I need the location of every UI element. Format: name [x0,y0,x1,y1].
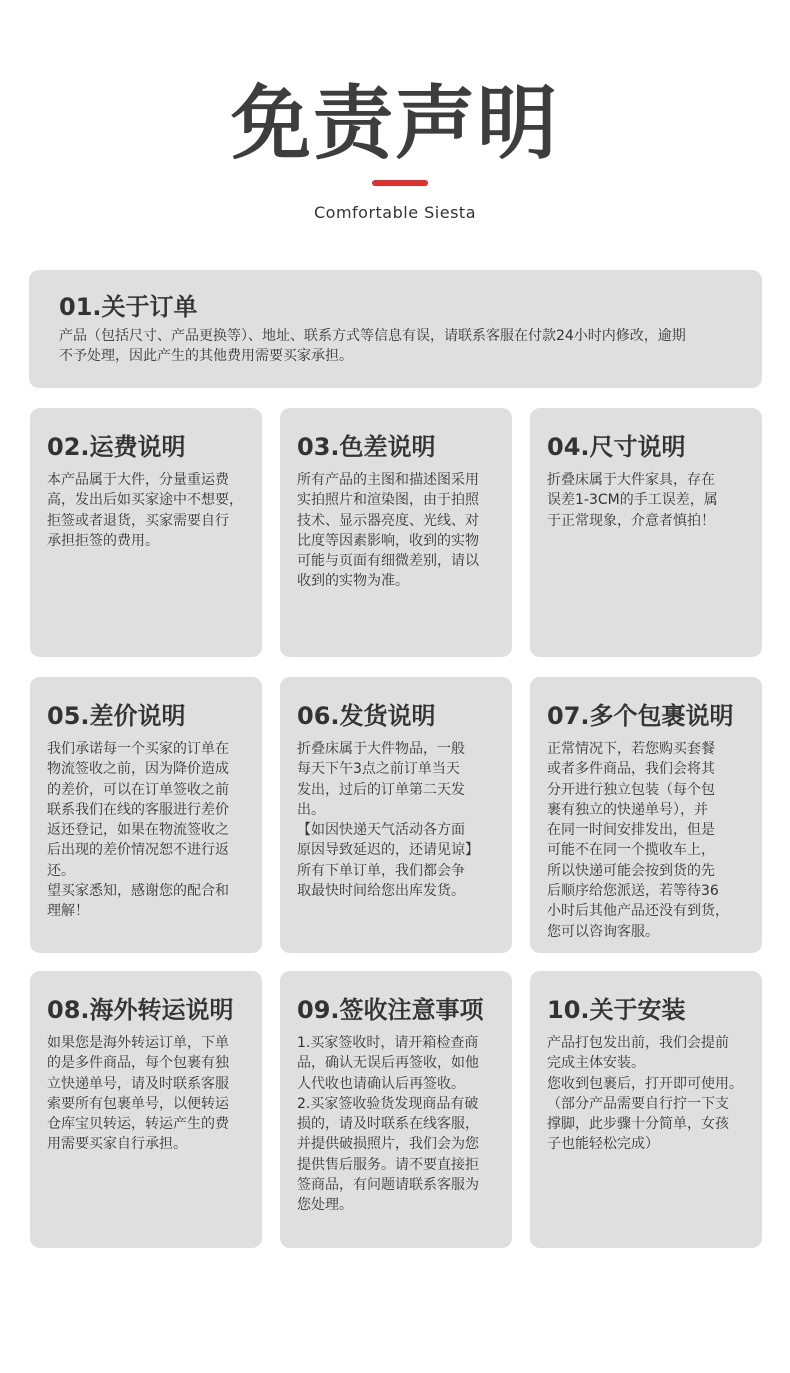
title-underline [372,180,428,186]
section-heading: 03.色差说明 [297,433,436,461]
section-card-overseas-forwarding [30,971,262,1248]
section-card-delivery [280,677,512,953]
section-body: 我们承诺每一个买家的订单在 物流签收之前，因为降价造成 的差价，可以在订单签收之前 联系我们在线的客服进行差价 返还登记，如果在物流签收之 后出现的差价情况恕不进行返 还。 望买家悉知，感谢您的配合和 理解！ [47,741,229,920]
section-body: 产品（包括尺寸、产品更换等）、地址、联系方式等信息有误，请联系客服在付款24小时内修改，逾期 不予处理，因此产生的其他费用需要买家承担。 [59,328,686,364]
section-body: 产品打包发出前，我们会提前 完成主体安装。 您收到包裹后，打开即可使用。 （部分产品需要自行拧一下支 撑脚，此步骤十分简单，女孩 子也能轻松完成） [547,1035,743,1153]
section-card-size [530,408,762,657]
section-card-installation [530,971,762,1248]
section-card-price-difference [30,677,262,953]
section-body: 1.买家签收时，请开箱检查商 品，确认无误后再签收，如他 人代收也请确认后再签收。 2.买家签收验货发现商品有破 损的，请及时联系在线客服， 并提供破损照片，我们会为您 提供售后服务。请不要直接拒 签商品，有问题请联系客服为 您处理。 [297,1035,479,1214]
section-card-receipt-notes [280,971,512,1248]
section-heading: 04.尺寸说明 [547,433,686,461]
page-title: 免责声明 [231,77,559,170]
section-card-shipping-fee [30,408,262,657]
page-subtitle: Comfortable Siesta [313,203,476,222]
section-card-multiple-packages [530,677,762,953]
section-body: 折叠床属于大件物品，一般 每天下午3点之前订单当天 发出，过后的订单第二天发 出。 【如因快递天气活动各方面 原因导致延迟的，还请见谅】 所有下单订单，我们都会争 取最快时间给您出库发货。 [297,741,479,900]
section-heading: 01.关于订单 [59,293,198,321]
section-heading: 09.签收注意事项 [297,996,484,1024]
section-body: 所有产品的主图和描述图采用 实拍照片和渲染图，由于拍照 技术、显示器亮度、光线、对 比度等因素影响，收到的实物 可能与页面有细微差别，请以 收到的实物为准。 [297,472,479,590]
section-body: 正常情况下，若您购买套餐 或者多件商品，我们会将其 分开进行独立包装（每个包 裹有独立的快递单号），并 在同一时间安排发出，但是 可能不在同一个揽收车上， 所以快递可能会按到货的先 后顺序给您派送，若等待36 小时后其他产品还没有到货， 您可以咨询客服。 [547,741,729,940]
section-card-color-difference [280,408,512,657]
section-heading: 10.关于安装 [547,996,686,1024]
section-heading: 02.运费说明 [47,433,186,461]
section-card-order [29,270,762,388]
section-body: 折叠床属于大件家具，存在 误差1-3CM的手工误差，属 于正常现象，介意者慎拍！ [547,472,718,529]
section-heading: 06.发货说明 [297,702,436,730]
section-heading: 07.多个包裹说明 [547,702,734,730]
section-body: 本产品属于大件，分量重运费 高，发出后如买家途中不想要， 拒签或者退货，买家需要自行 承担拒签的费用。 [47,472,243,549]
section-heading: 08.海外转运说明 [47,996,234,1024]
section-body: 如果您是海外转运订单，下单 的是多件商品，每个包裹有独 立快递单号，请及时联系客服 索要所有包裹单号，以便转运 仓库宝贝转运，转运产生的费 用需要买家自行承担。 [47,1035,229,1153]
section-heading: 05.差价说明 [47,702,186,730]
